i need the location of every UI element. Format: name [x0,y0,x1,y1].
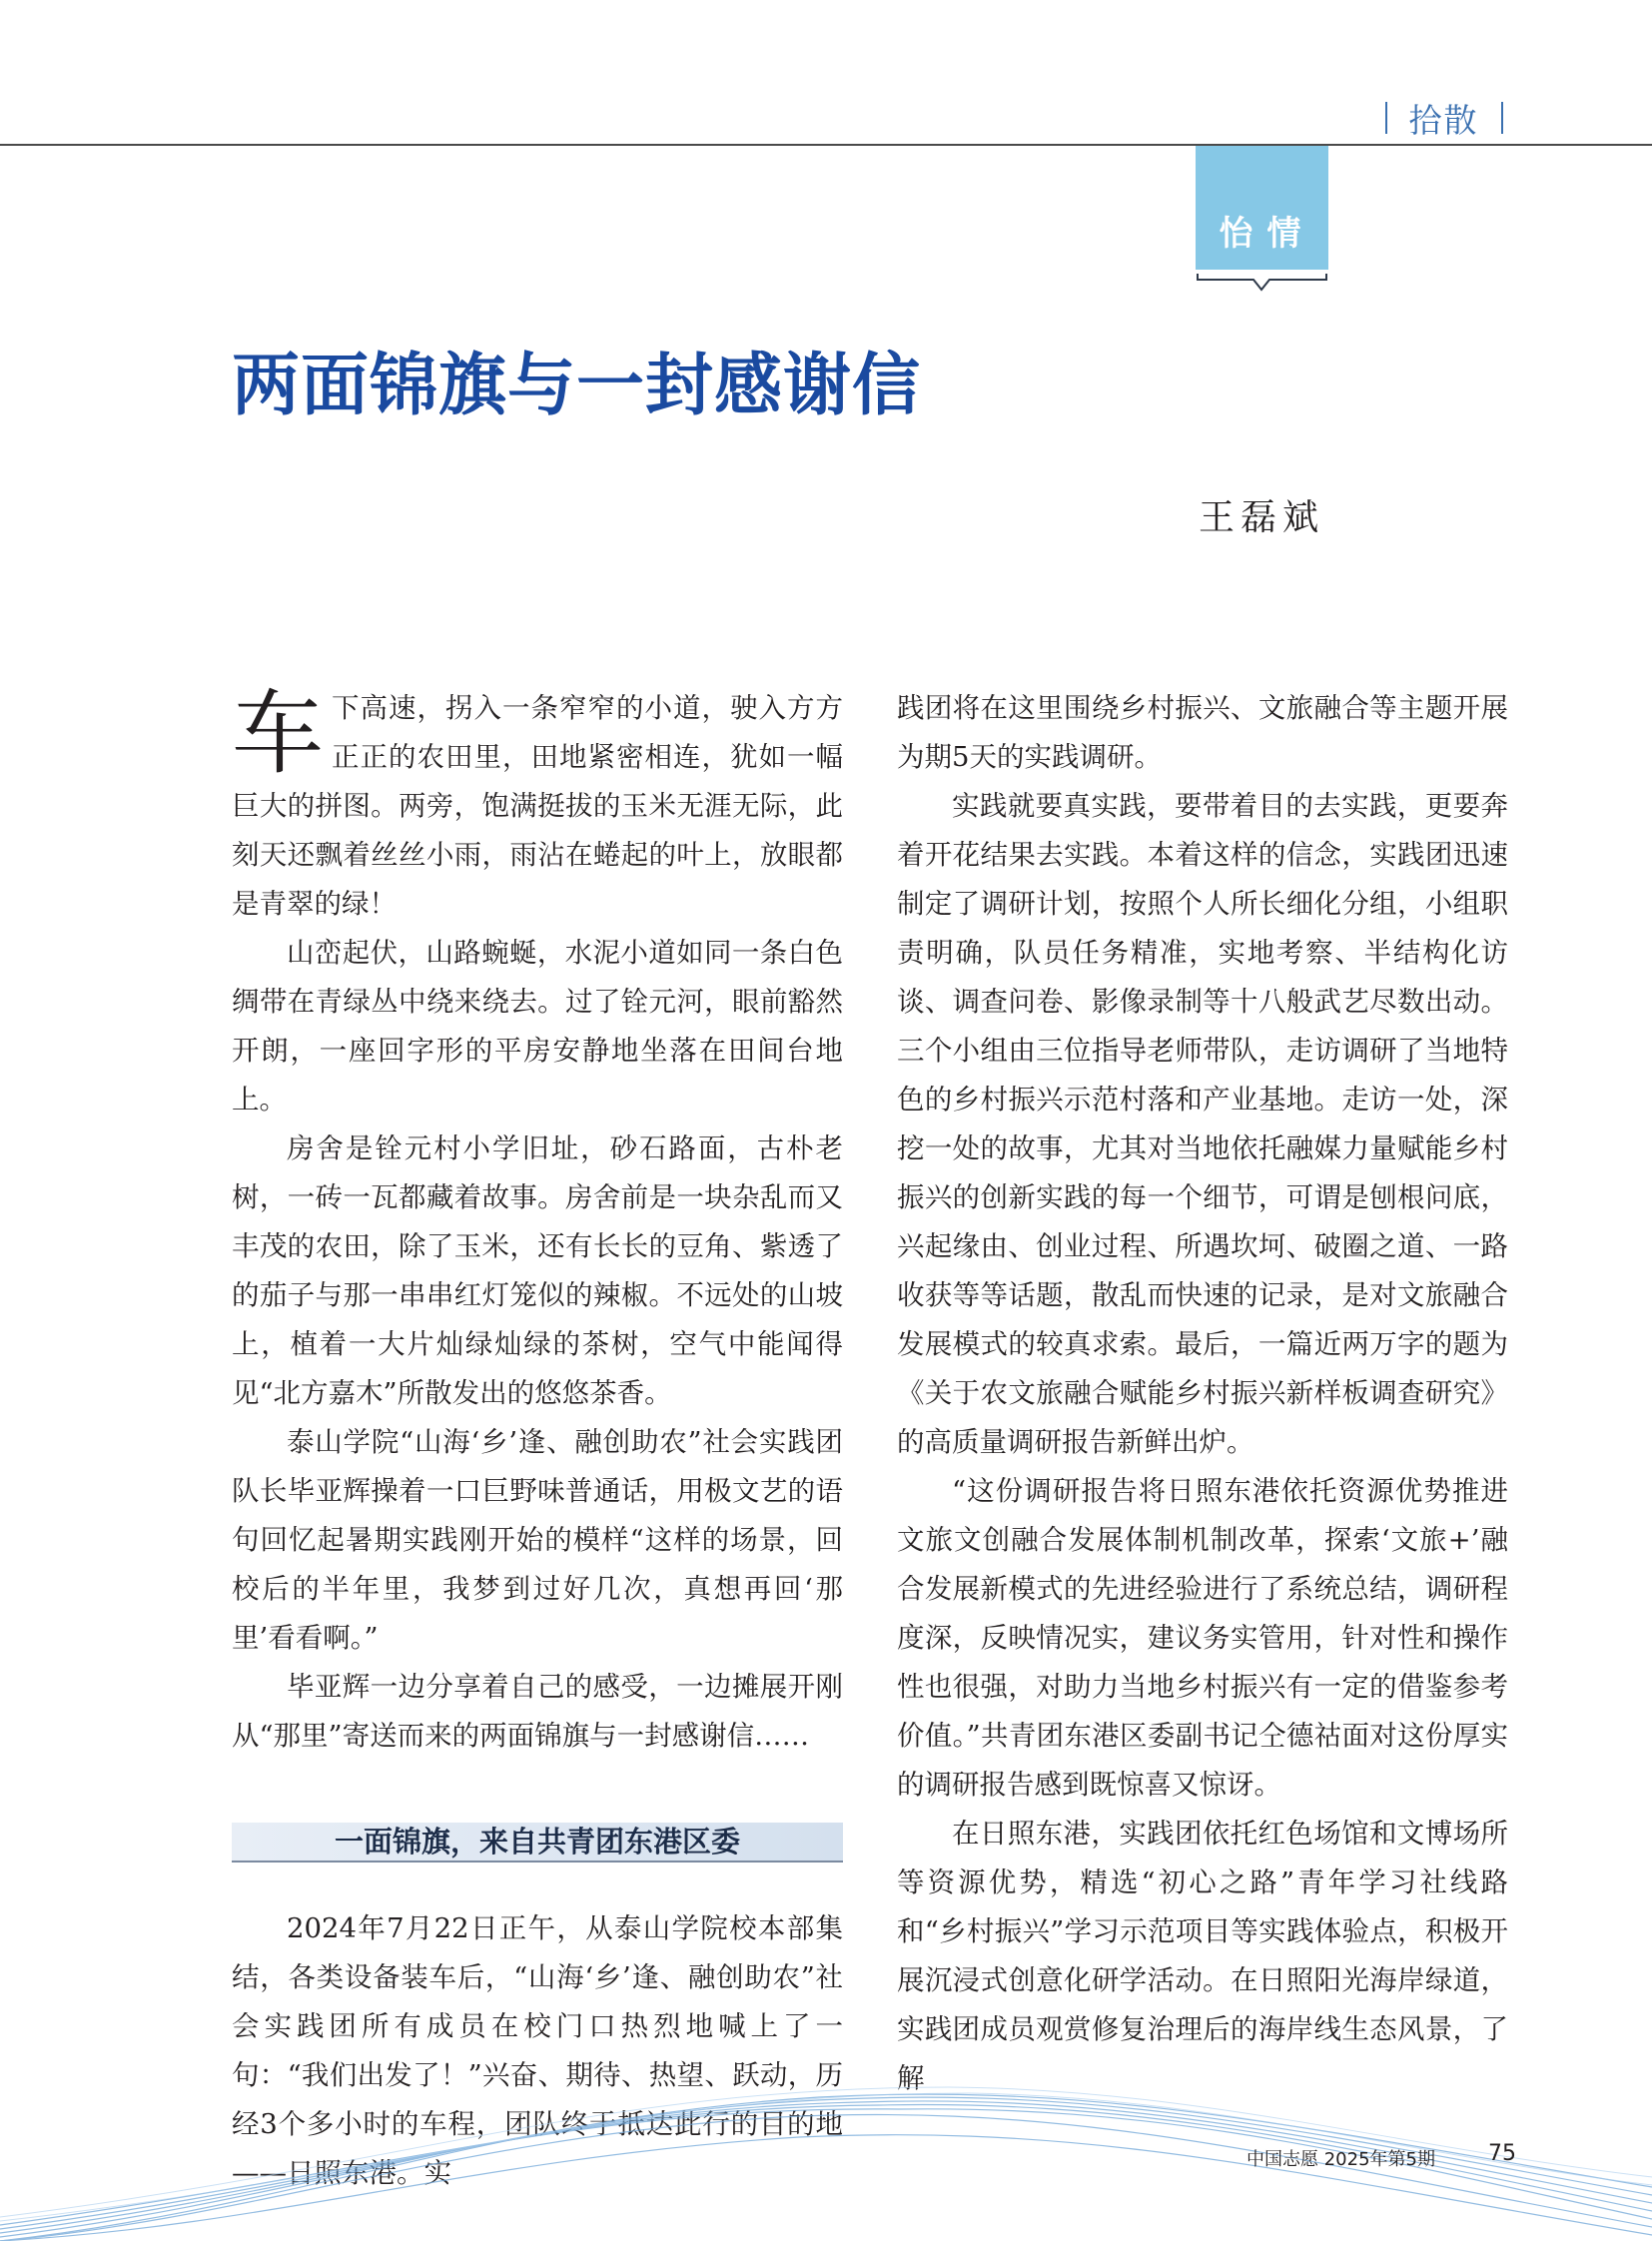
header-rule [0,144,1652,146]
drop-cap: 车 [232,680,325,787]
column-tab-label: 怡情 [1219,214,1315,254]
right-column [897,684,1508,2103]
body-paragraph: 践团将在这里围绕乡村振兴、文旅融合等主题开展为期5天的实践调研。 [897,692,1508,773]
body-paragraph: 实践就要真实践，要带着目的去实践，更要奔着开花结果去实践。本着这样的信念，实践团迅速制定了调研计划，按照个人所长细化分组，小组职责明确，队员任务精准，实地考察、半结构化访谈、调查问卷、影像录制等十八般武艺尽数出动。三个小组由三位指导老师带队，走访调研了当地特色的乡村振兴示范村落和产业基地。走访一处，深挖一处的故事，尤其对当地依托融媒力量赋能乡村振兴的创新实践的每一个细节，可谓是刨根问底，兴起缘由、创业过程、所遇坎坷、破圈之道、一路收获等等话题，散乱而快速的记录，是对文旅融合发展模式的较真求索。最后，一篇近两万字的题为《关于农文旅融合赋能乡村振兴新样板调查研究》的高质量调研报告新鲜出炉。 [897,790,1508,1458]
section-subheading: 一面锦旗，来自共青团东港区委 [232,1823,843,1863]
author-byline: 王磊斌 [1199,497,1325,538]
section-label-text: 拾散 [1408,100,1479,140]
body-paragraph [232,680,843,929]
left-column [232,680,843,2198]
body-paragraph: 山峦起伏，山路蜿蜒，水泥小道如同一条白色绸带在青绿丛中绕来绕去。过了铨元河，眼前豁然开朗，一座回字形的平房安静地坐落在田间台地上。 [232,937,843,1116]
body-paragraph: 房舍是铨元村小学旧址，砂石路面，古朴老树，一砖一瓦都藏着故事。房舍前是一块杂乱而又丰茂的农田，除了玉米，还有长长的豆角、紫透了的茄子与那一串串红灯笼似的辣椒。不远处的山坡上，植着一大片灿绿灿绿的茶树，空气中能闻得见“北方嘉木”所散发出的悠悠茶香。 [232,1132,843,1409]
paragraph-text: 下高速，拐入一条窄窄的小道，驶入方方正正的农田里，田地紧密相连，犹如一幅巨大的拼图。两旁，饱满挺拔的玉米无涯无际，此刻天还飘着丝丝小雨，雨沾在蜷起的叶上，放眼都是青翠的绿！ [232,692,843,920]
body-paragraph: 毕亚辉一边分享着自己的感受，一边摊展开刚从“那里”寄送而来的两面锦旗与一封感谢信…… [232,1671,843,1752]
article-title: 两面锦旗与一封感谢信 [232,347,922,425]
column-tab-pointer [1196,272,1328,294]
body-paragraph: 泰山学院“山海‘乡’逢、融创助农”社会实践团队长毕亚辉操着一口巨野味普通话，用极文艺的语句回忆起暑期实践刚开始的模样“这样的场景，回校后的半年里，我梦到过好几次，真想再回‘那里’看看啊。” [232,1426,843,1654]
publication-info: 中国志愿 2025年第5期 [1246,2149,1435,2170]
body-paragraph: “这份调研报告将日照东港依托资源优势推进文旅文创融合发展体制机制改革，探索‘文旅+’融合发展新模式的先进经验进行了系统总结，调研程度深，反映情况实，建议务实管用，针对性和操作性也很强，对助力当地乡村振兴有一定的借鉴参考价值。”共青团东港区委副书记仝德祜面对这份厚实的调研报告感到既惊喜又惊讶。 [897,1475,1508,1801]
section-label [1376,96,1511,140]
body-paragraph: 2024年7月22日正午，从泰山学院校本部集结，各类设备装车后，“山海‘乡’逢、融创助农”社会实践团所有成员在校门口热烈地喊上了一句：“我们出发了！”兴奋、期待、热望、跃动，历经3个多小时的车程，团队终于抵达此行的目的地——日照东港。实 [232,1912,843,2189]
body-paragraph: 在日照东港，实践团依托红色场馆和文博场所等资源优势，精选“初心之路”青年学习社线路和“乡村振兴”学习示范项目等实践体验点，积极开展沉浸式创意化研学活动。在日照阳光海岸绿道，实践团成员观赏修复治理后的海岸线生态风景，了解 [897,1818,1508,2094]
column-tab [1196,146,1328,270]
page-number: 75 [1488,2141,1516,2166]
section-label-right-bar [1501,102,1503,134]
section-label-left-bar [1385,102,1387,134]
